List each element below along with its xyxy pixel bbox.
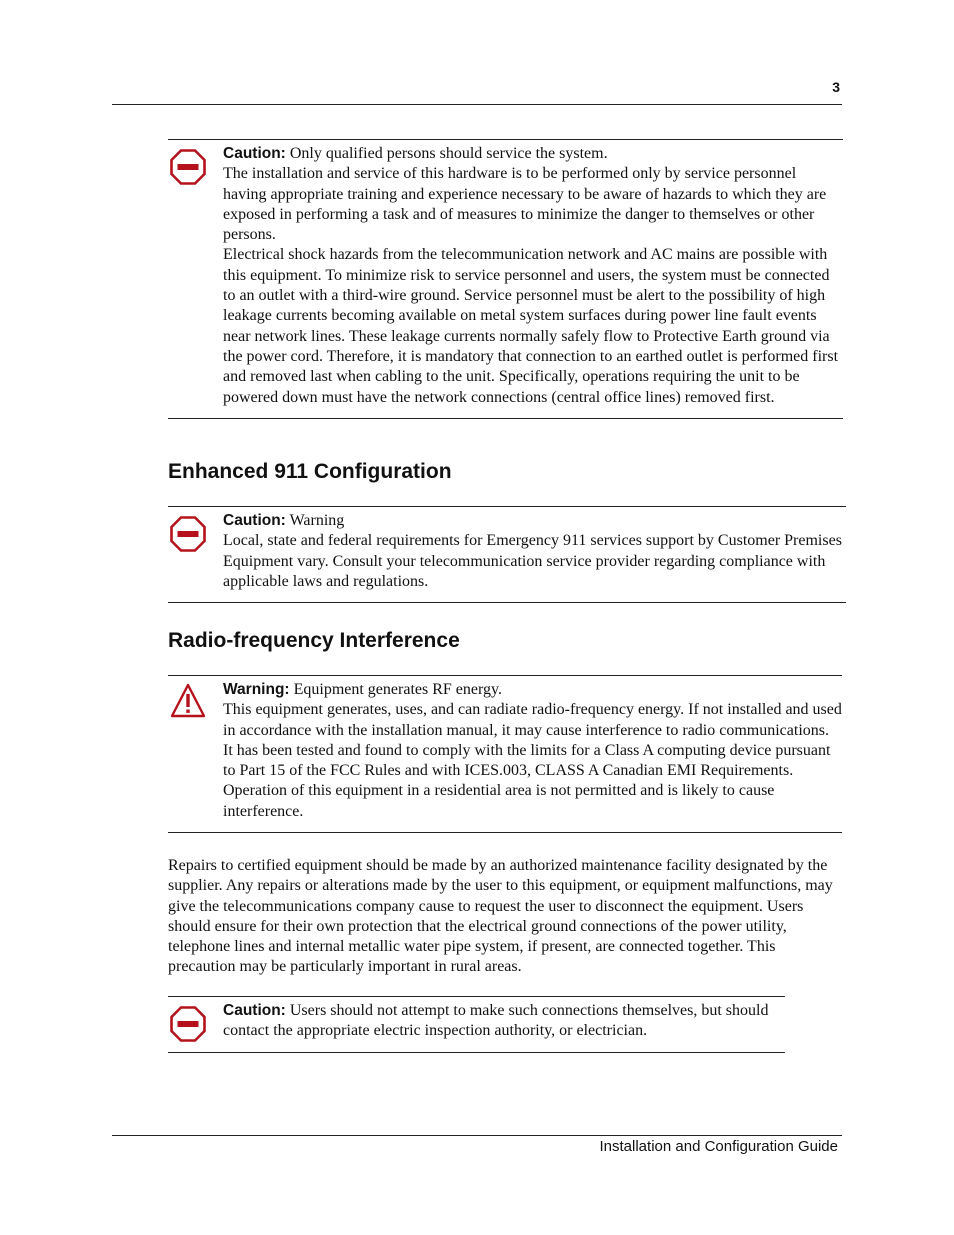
notice-label: Caution:: [223, 145, 286, 162]
footer-rule: [112, 1135, 842, 1136]
notice-lead: Equipment generates RF energy.: [293, 681, 502, 698]
caution-notice-service: [168, 139, 843, 419]
notice-paragraph: This equipment generates, uses, and can radiate radio-frequency energy. If not installed and used in accordance with the installation manual, it may cause interference to radio communications. It has been tested and found to comply with the limits for a Class A computing device pursuant to Part 15 of the FCC Rules and with ICES.003, CLASS A Canadian EMI Requirements. Operation of this equipment in a residential area is not permitted and is likely to cause interference.: [223, 701, 842, 820]
notice-paragraph: The installation and service of this hardware is to be performed only by service personnel having appropriate training and experience necessary to be aware of hazards to which they are exposed in performing a task and of measures to minimize the danger to themselves or other persons.: [223, 165, 827, 244]
stop-icon: [170, 149, 206, 185]
notice-label: Caution:: [223, 512, 286, 529]
section-heading-e911: Enhanced 911 Configuration: [168, 460, 452, 483]
notice-body: [223, 997, 785, 1052]
notice-paragraph: Local, state and federal requirements for Emergency 911 services support by Customer Premises Equipment vary. Consult your telecommunication service provider regarding compliance with applicable laws and regulations.: [223, 532, 842, 590]
header-rule: [112, 104, 842, 105]
notice-bottom-rule: [168, 602, 846, 603]
footer-title: Installation and Configuration Guide: [599, 1138, 838, 1155]
notice-bottom-rule: [168, 1052, 785, 1053]
page-number: 3: [832, 79, 840, 95]
warning-notice-rf: [168, 675, 842, 833]
stop-icon: [170, 516, 206, 552]
notice-label: Caution:: [223, 1002, 286, 1019]
notice-label: Warning:: [223, 681, 290, 698]
notice-body: [223, 507, 846, 602]
notice-paragraph: Electrical shock hazards from the telecommunication network and AC mains are possible with this equipment. To minimize risk to service personnel and users, the system must be connected to an outlet with a third-wire ground. Service personnel must be alert to the possibility of high leakage currents becoming available on metal system surfaces during power line fault events near network lines. These leakage currents normally safely flow to Protective Earth ground via the power cord. Therefore, it is mandatory that connection to an earthed outlet is performed first and removed last when cabling to the unit. Specifically, operations requiring the unit to be powered down must have the network connections (central office lines) removed first.: [223, 246, 839, 406]
notice-body: [223, 140, 843, 418]
notice-lead: Warning: [289, 512, 345, 529]
section-heading-rf: Radio-frequency Interference: [168, 629, 460, 652]
notice-body: [223, 676, 842, 832]
stop-icon: [170, 1006, 206, 1042]
warning-triangle-icon: [170, 683, 206, 719]
notice-lead: Only qualified persons should service the system.: [289, 145, 608, 162]
repairs-paragraph: Repairs to certified equipment should be made by an authorized maintenance facility designated by the supplier. Any repairs or alterations made by the user to this equipment, or equipment malfunctions, may give the telecommunications company cause to request the user to disconnect the equipment. Users should ensure for their own protection that the electrical ground connections of the power utility, telephone lines and internal metallic water pipe system, if present, are connected together. This precaution may be particularly important in rural areas.: [168, 857, 833, 976]
caution-notice-connections: [168, 996, 785, 1053]
notice-bottom-rule: [168, 418, 843, 419]
caution-notice-e911: [168, 506, 846, 603]
notice-bottom-rule: [168, 832, 842, 833]
notice-lead: Users should not attempt to make such connections themselves, but should contact the appropriate electric inspection authority, or electrician.: [223, 1002, 769, 1040]
